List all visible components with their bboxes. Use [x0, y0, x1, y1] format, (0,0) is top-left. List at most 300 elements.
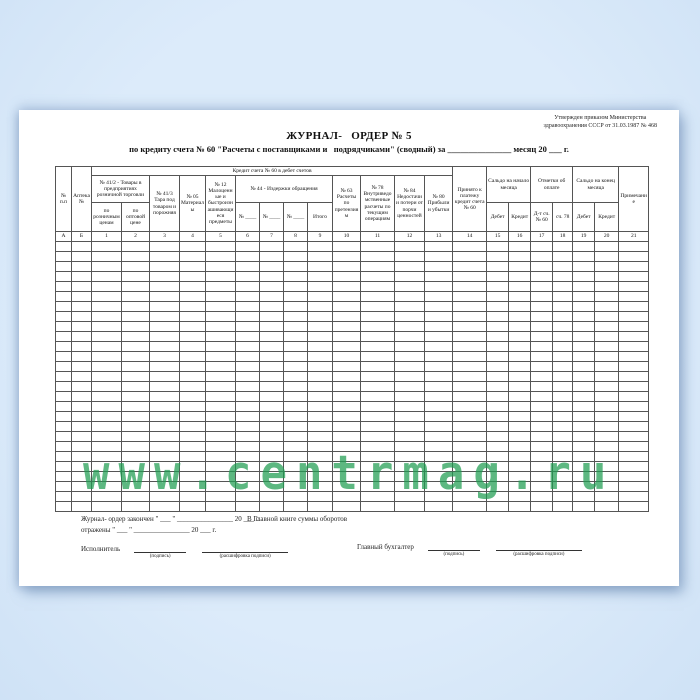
empty-cell [509, 502, 531, 512]
empty-cell [284, 372, 308, 382]
empty-data-row [56, 492, 649, 502]
chief-accountant-signature-row [357, 543, 598, 557]
empty-cell [395, 352, 425, 362]
empty-cell [72, 272, 92, 282]
empty-cell [72, 242, 92, 252]
empty-cell [487, 302, 509, 312]
empty-cell [395, 262, 425, 272]
empty-cell [180, 462, 206, 472]
empty-cell [395, 452, 425, 462]
empty-cell [509, 272, 531, 282]
column-index-cell: Б [72, 232, 92, 242]
empty-cell [453, 462, 487, 472]
empty-cell [260, 432, 284, 442]
empty-data-row [56, 292, 649, 302]
empty-cell [150, 482, 180, 492]
empty-cell [308, 452, 333, 462]
empty-cell [284, 422, 308, 432]
empty-cell [284, 502, 308, 512]
empty-cell [619, 442, 649, 452]
empty-cell [619, 272, 649, 282]
empty-cell [206, 302, 236, 312]
column-index-cell: А [56, 232, 72, 242]
empty-cell [553, 382, 573, 392]
empty-cell [72, 432, 92, 442]
empty-cell [595, 452, 619, 462]
empty-cell [150, 412, 180, 422]
empty-cell [619, 502, 649, 512]
empty-cell [122, 292, 150, 302]
empty-cell [150, 312, 180, 322]
empty-cell [531, 502, 553, 512]
empty-cell [509, 372, 531, 382]
empty-cell [453, 312, 487, 322]
empty-cell [122, 442, 150, 452]
empty-cell [425, 362, 453, 372]
empty-cell [425, 442, 453, 452]
empty-cell [236, 352, 260, 362]
executor-signature-row [81, 545, 304, 559]
header-41-3: № 41/3 Тара под товаром и порожняя [150, 176, 180, 232]
document-page [19, 110, 679, 586]
empty-data-row [56, 392, 649, 402]
empty-cell [573, 442, 595, 452]
empty-cell [595, 442, 619, 452]
empty-cell [553, 342, 573, 352]
empty-data-row [56, 242, 649, 252]
empty-cell [206, 492, 236, 502]
column-index-cell: 11 [361, 232, 395, 242]
empty-cell [236, 462, 260, 472]
empty-cell [619, 432, 649, 442]
empty-cell [573, 252, 595, 262]
empty-cell [573, 362, 595, 372]
empty-cell [361, 302, 395, 312]
empty-cell [553, 362, 573, 372]
empty-cell [180, 292, 206, 302]
empty-cell [284, 432, 308, 442]
empty-cell [573, 352, 595, 362]
empty-cell [180, 262, 206, 272]
header-41-2-group: № 41/2 - Товары в предприятиях розничной торговли [92, 176, 150, 203]
empty-cell [260, 442, 284, 452]
empty-cell [361, 272, 395, 282]
header-80: № 80 Прибыли и убытки [425, 176, 453, 232]
empty-cell [333, 382, 361, 392]
empty-cell [453, 412, 487, 422]
empty-cell [122, 412, 150, 422]
empty-cell [180, 452, 206, 462]
empty-cell [284, 332, 308, 342]
empty-cell [553, 402, 573, 412]
empty-cell [122, 422, 150, 432]
empty-cell [236, 332, 260, 342]
empty-cell [395, 372, 425, 382]
empty-cell [619, 412, 649, 422]
empty-cell [487, 272, 509, 282]
empty-cell [308, 422, 333, 432]
empty-cell [72, 442, 92, 452]
empty-cell [573, 502, 595, 512]
empty-cell [260, 272, 284, 282]
empty-cell [92, 352, 122, 362]
empty-cell [487, 472, 509, 482]
empty-cell [56, 442, 72, 452]
empty-cell [92, 442, 122, 452]
empty-cell [260, 372, 284, 382]
empty-cell [333, 472, 361, 482]
empty-cell [150, 372, 180, 382]
empty-cell [206, 392, 236, 402]
empty-cell [333, 392, 361, 402]
empty-cell [395, 412, 425, 422]
empty-cell [395, 292, 425, 302]
empty-cell [284, 442, 308, 452]
column-index-cell: 17 [531, 232, 553, 242]
table-header [56, 167, 649, 242]
header-credit-span: Кредит счета № 60 в дебет счетов [92, 167, 453, 176]
empty-cell [92, 302, 122, 312]
empty-cell [72, 322, 92, 332]
empty-cell [509, 342, 531, 352]
empty-cell [206, 432, 236, 442]
empty-cell [284, 282, 308, 292]
empty-cell [122, 352, 150, 362]
header-saldo-start-debet: Дебет [487, 203, 509, 232]
empty-cell [122, 462, 150, 472]
empty-data-row [56, 462, 649, 472]
empty-cell [333, 272, 361, 282]
empty-cell [122, 492, 150, 502]
empty-cell [92, 292, 122, 302]
header-44-sub1: № ____ [236, 203, 260, 232]
empty-cell [595, 342, 619, 352]
empty-cell [333, 422, 361, 432]
empty-cell [425, 262, 453, 272]
empty-cell [453, 302, 487, 312]
empty-cell [308, 392, 333, 402]
empty-cell [573, 322, 595, 332]
reflected-line: отражены " ___ " ________________ 20 ___ г. [81, 526, 217, 534]
empty-data-row [56, 402, 649, 412]
empty-cell [553, 242, 573, 252]
empty-cell [72, 472, 92, 482]
empty-cell [72, 312, 92, 322]
empty-cell [206, 322, 236, 332]
empty-cell [573, 412, 595, 422]
empty-cell [453, 242, 487, 252]
empty-cell [180, 492, 206, 502]
empty-cell [619, 392, 649, 402]
empty-cell [595, 292, 619, 302]
empty-cell [206, 452, 236, 462]
empty-cell [150, 292, 180, 302]
empty-cell [206, 282, 236, 292]
empty-cell [553, 332, 573, 342]
header-saldo-start-kredit: Кредит [509, 203, 531, 232]
empty-cell [308, 382, 333, 392]
empty-cell [150, 502, 180, 512]
column-index-cell: 14 [453, 232, 487, 242]
empty-cell [361, 352, 395, 362]
empty-cell [361, 412, 395, 422]
empty-cell [150, 272, 180, 282]
empty-data-row [56, 432, 649, 442]
empty-cell [425, 382, 453, 392]
empty-cell [487, 322, 509, 332]
empty-cell [553, 292, 573, 302]
empty-cell [56, 332, 72, 342]
empty-cell [595, 262, 619, 272]
empty-cell [487, 442, 509, 452]
empty-cell [284, 252, 308, 262]
signature-line [202, 545, 288, 553]
empty-cell [487, 362, 509, 372]
empty-cell [72, 252, 92, 262]
empty-cell [260, 302, 284, 312]
empty-cell [122, 282, 150, 292]
signature-line [134, 545, 186, 553]
empty-cell [180, 252, 206, 262]
empty-cell [509, 442, 531, 452]
empty-cell [284, 292, 308, 302]
empty-data-row [56, 352, 649, 362]
header-npp: № п.п [56, 167, 72, 232]
empty-cell [284, 272, 308, 282]
empty-cell [553, 262, 573, 272]
empty-cell [509, 332, 531, 342]
empty-cell [206, 412, 236, 422]
empty-cell [333, 302, 361, 312]
empty-cell [236, 502, 260, 512]
empty-cell [595, 252, 619, 262]
empty-cell [122, 402, 150, 412]
empty-cell [595, 382, 619, 392]
empty-cell [236, 472, 260, 482]
header-saldo-start-group: Сальдо на начало месяца [487, 167, 531, 203]
empty-cell [619, 372, 649, 382]
empty-cell [553, 282, 573, 292]
empty-cell [260, 502, 284, 512]
empty-data-row [56, 312, 649, 322]
empty-cell [122, 272, 150, 282]
empty-cell [56, 432, 72, 442]
empty-cell [361, 482, 395, 492]
empty-cell [553, 472, 573, 482]
empty-cell [180, 332, 206, 342]
empty-cell [150, 472, 180, 482]
empty-cell [395, 492, 425, 502]
empty-cell [531, 492, 553, 502]
empty-cell [531, 252, 553, 262]
empty-cell [284, 382, 308, 392]
empty-cell [56, 422, 72, 432]
column-index-cell: 4 [180, 232, 206, 242]
empty-cell [180, 472, 206, 482]
empty-cell [531, 402, 553, 412]
empty-cell [72, 412, 92, 422]
column-index-cell: 7 [260, 232, 284, 242]
chief-accountant-label: Главный бухгалтер [357, 543, 414, 551]
empty-cell [573, 392, 595, 402]
empty-cell [453, 402, 487, 412]
empty-cell [122, 362, 150, 372]
empty-cell [333, 362, 361, 372]
empty-cell [72, 282, 92, 292]
empty-cell [333, 332, 361, 342]
empty-cell [531, 482, 553, 492]
header-12: № 12 Малоценные и быстроизнашивающиеся предметы [206, 176, 236, 232]
main-book-note: В Главной книге суммы оборотов [247, 515, 348, 523]
empty-cell [487, 292, 509, 302]
empty-cell [236, 422, 260, 432]
empty-cell [56, 352, 72, 362]
empty-cell [56, 412, 72, 422]
empty-cell [361, 452, 395, 462]
empty-cell [573, 472, 595, 482]
empty-cell [122, 312, 150, 322]
empty-cell [308, 472, 333, 482]
empty-cell [333, 402, 361, 412]
empty-cell [180, 302, 206, 312]
empty-cell [453, 332, 487, 342]
empty-cell [531, 362, 553, 372]
signature-caption: (подпись) [443, 552, 465, 557]
empty-cell [573, 342, 595, 352]
empty-cell [122, 432, 150, 442]
empty-cell [619, 302, 649, 312]
empty-cell [56, 472, 72, 482]
empty-cell [531, 422, 553, 432]
empty-cell [453, 482, 487, 492]
empty-cell [308, 262, 333, 272]
empty-cell [361, 422, 395, 432]
empty-cell [260, 352, 284, 362]
empty-cell [180, 482, 206, 492]
empty-cell [573, 242, 595, 252]
empty-cell [425, 292, 453, 302]
empty-cell [92, 502, 122, 512]
empty-cell [206, 252, 236, 262]
empty-cell [333, 462, 361, 472]
empty-cell [260, 292, 284, 302]
empty-cell [595, 242, 619, 252]
empty-cell [122, 342, 150, 352]
header-apteka: Аптека № [72, 167, 92, 232]
approval-line2: здравоохранения СССР от 31.03.1987 № 468 [543, 123, 657, 130]
empty-cell [206, 352, 236, 362]
empty-cell [595, 362, 619, 372]
empty-cell [425, 342, 453, 352]
empty-data-row [56, 422, 649, 432]
empty-cell [92, 362, 122, 372]
column-index-cell: 13 [425, 232, 453, 242]
empty-cell [150, 332, 180, 342]
empty-cell [260, 242, 284, 252]
empty-cell [453, 422, 487, 432]
empty-cell [150, 342, 180, 352]
empty-cell [92, 332, 122, 342]
empty-cell [595, 322, 619, 332]
empty-cell [395, 312, 425, 322]
header-05: № 05 Материалы [180, 176, 206, 232]
empty-cell [56, 292, 72, 302]
empty-cell [150, 282, 180, 292]
empty-cell [92, 252, 122, 262]
empty-cell [595, 422, 619, 432]
empty-cell [453, 442, 487, 452]
empty-cell [284, 312, 308, 322]
empty-data-row [56, 252, 649, 262]
empty-cell [573, 452, 595, 462]
grid-body [56, 242, 649, 512]
header-84: № 84 Недостачи и потери от порчи ценностей [395, 176, 425, 232]
empty-cell [284, 362, 308, 372]
empty-cell [361, 262, 395, 272]
empty-cell [595, 492, 619, 502]
column-index-cell: 3 [150, 232, 180, 242]
empty-cell [531, 392, 553, 402]
empty-cell [487, 262, 509, 272]
empty-cell [553, 422, 573, 432]
empty-cell [260, 472, 284, 482]
empty-cell [180, 442, 206, 452]
signature-decode-caption: (расшифровка подписи) [219, 554, 271, 559]
empty-data-row [56, 472, 649, 482]
empty-cell [453, 252, 487, 262]
empty-cell [308, 352, 333, 362]
empty-cell [206, 292, 236, 302]
empty-cell [284, 402, 308, 412]
empty-cell [333, 322, 361, 332]
empty-cell [573, 262, 595, 272]
empty-cell [531, 342, 553, 352]
column-index-cell: 21 [619, 232, 649, 242]
empty-cell [619, 462, 649, 472]
empty-cell [395, 432, 425, 442]
empty-cell [92, 342, 122, 352]
empty-cell [92, 462, 122, 472]
empty-cell [361, 382, 395, 392]
empty-cell [595, 462, 619, 472]
empty-cell [56, 452, 72, 462]
empty-cell [260, 342, 284, 352]
empty-cell [573, 332, 595, 342]
empty-cell [236, 412, 260, 422]
form-title [19, 130, 679, 154]
empty-cell [395, 282, 425, 292]
header-saldo-end-group: Сальдо на конец месяца [573, 167, 619, 203]
empty-cell [150, 462, 180, 472]
empty-cell [333, 502, 361, 512]
header-44-sub2: № ____ [260, 203, 284, 232]
empty-cell [236, 492, 260, 502]
empty-cell [509, 252, 531, 262]
column-index-cell: 5 [206, 232, 236, 242]
empty-cell [595, 402, 619, 412]
empty-cell [333, 312, 361, 322]
empty-cell [92, 372, 122, 382]
empty-cell [487, 462, 509, 472]
empty-cell [487, 412, 509, 422]
empty-cell [361, 332, 395, 342]
empty-cell [180, 322, 206, 332]
column-index-cell: 19 [573, 232, 595, 242]
empty-data-row [56, 282, 649, 292]
empty-cell [284, 392, 308, 402]
empty-cell [56, 492, 72, 502]
empty-cell [453, 342, 487, 352]
